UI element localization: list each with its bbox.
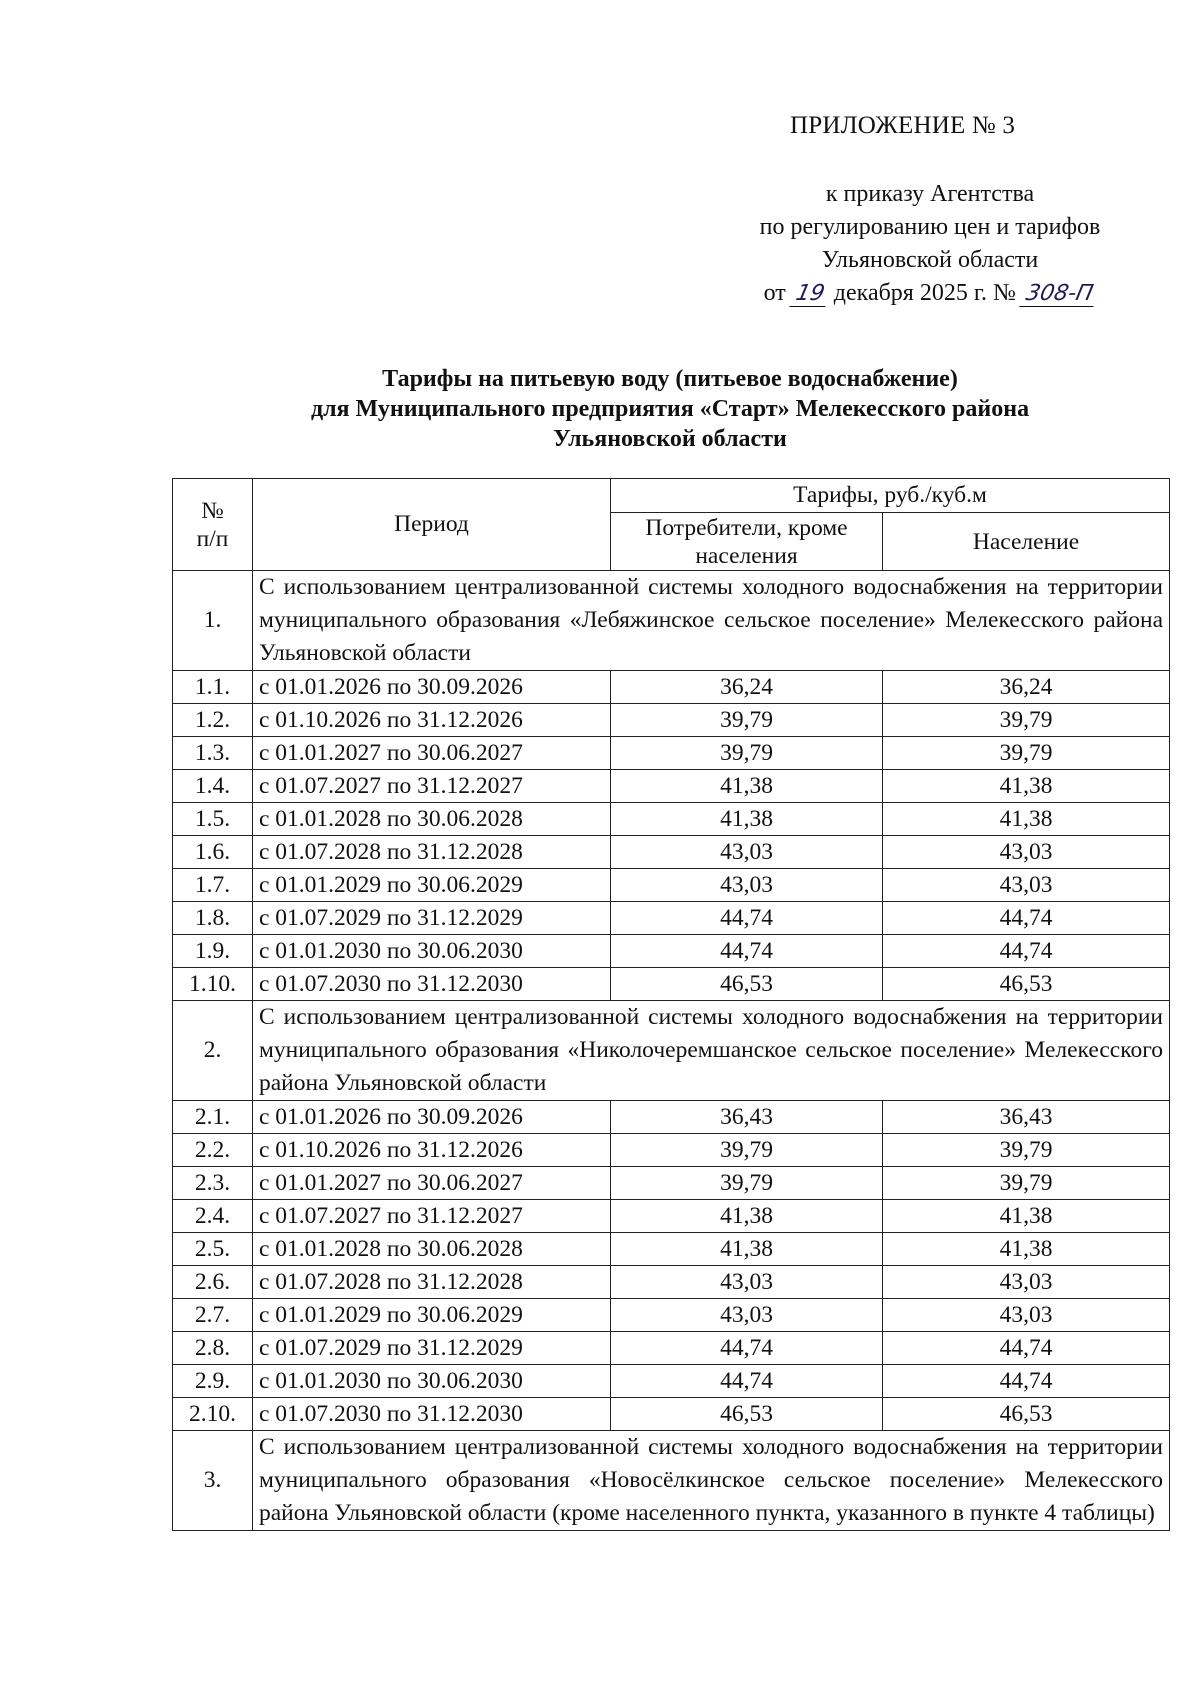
row-period: с 01.07.2029 по 31.12.2029: [253, 1332, 611, 1365]
row-period: с 01.01.2027 по 30.06.2027: [253, 1167, 611, 1200]
row-number: 1.10.: [173, 968, 253, 1001]
row-period: с 01.01.2029 по 30.06.2029: [253, 869, 611, 902]
row-consumers-tariff: 44,74: [611, 935, 883, 968]
table-row: [173, 836, 1170, 869]
header-number-line-1: №: [201, 497, 224, 524]
section-row: [173, 1431, 1170, 1531]
row-population-tariff: 39,79: [883, 704, 1170, 737]
row-number: 2.2.: [173, 1134, 253, 1167]
row-consumers-tariff: 43,03: [611, 1299, 883, 1332]
table-row: [173, 737, 1170, 770]
row-consumers-tariff: 44,74: [611, 1332, 883, 1365]
order-ref-line-1: к приказу Агентства: [825, 181, 1035, 207]
order-date-line: [720, 277, 1140, 310]
row-period: с 01.07.2030 по 31.12.2030: [253, 1398, 611, 1431]
table-row: [173, 968, 1170, 1001]
section-row: [173, 1001, 1170, 1101]
row-population-tariff: 41,38: [883, 1233, 1170, 1266]
title-line-3: Ульяновской области: [553, 426, 787, 452]
table-row: [173, 671, 1170, 704]
row-period: с 01.01.2026 по 30.09.2026: [253, 671, 611, 704]
row-consumers-tariff: 44,74: [611, 902, 883, 935]
row-consumers-tariff: 41,38: [611, 803, 883, 836]
row-consumers-tariff: 43,03: [611, 836, 883, 869]
row-period: с 01.01.2028 по 30.06.2028: [253, 1233, 611, 1266]
row-period: с 01.01.2026 по 30.09.2026: [253, 1101, 611, 1134]
row-population-tariff: 44,74: [883, 1332, 1170, 1365]
order-ref-line-3: Ульяновской области: [821, 247, 1039, 273]
row-consumers-tariff: 39,79: [611, 737, 883, 770]
row-population-tariff: 43,03: [883, 869, 1170, 902]
order-date-prefix: от: [763, 280, 786, 306]
row-consumers-tariff: 41,38: [611, 770, 883, 803]
handwritten-order-number: 308-П: [1019, 282, 1099, 307]
row-period: с 01.07.2027 по 31.12.2027: [253, 770, 611, 803]
row-number: 1.6.: [173, 836, 253, 869]
row-number: 2.8.: [173, 1332, 253, 1365]
row-period: с 01.07.2028 по 31.12.2028: [253, 1266, 611, 1299]
table-row: [173, 1365, 1170, 1398]
header-tariffs: Тарифы, руб./куб.м: [611, 479, 1170, 513]
row-population-tariff: 36,24: [883, 671, 1170, 704]
row-consumers-tariff: 46,53: [611, 1398, 883, 1431]
section-description: С использованием централизованной системы холодного водоснабжения на территории муниципального образования «Новосёлкинское сельское поселение» Мелекесского района Ульяновской области (кроме населенного пункта, указанного в пункте 4 таблицы): [259, 1434, 1164, 1526]
row-number: 2.3.: [173, 1167, 253, 1200]
header-number-line-2: п/п: [196, 525, 229, 552]
section-cell: [253, 1431, 1170, 1531]
order-date-middle: декабря 2025 г. №: [833, 280, 1016, 306]
row-period: с 01.01.2030 по 30.06.2030: [253, 1365, 611, 1398]
table-row: [173, 869, 1170, 902]
table-row: [173, 1233, 1170, 1266]
section-number: 2.: [173, 1001, 253, 1101]
row-consumers-tariff: 43,03: [611, 1266, 883, 1299]
row-number: 1.4.: [173, 770, 253, 803]
handwritten-day: 19: [789, 282, 830, 307]
row-period: с 01.07.2028 по 31.12.2028: [253, 836, 611, 869]
row-consumers-tariff: 46,53: [611, 968, 883, 1001]
row-number: 1.8.: [173, 902, 253, 935]
row-number: 1.9.: [173, 935, 253, 968]
section-description: С использованием централизованной системы холодного водоснабжения на территории муниципального образования «Николочеремшанское сельское поселение» Мелекесского района Ульяновской области: [259, 1004, 1164, 1096]
table-row: [173, 1398, 1170, 1431]
header-period: Период: [253, 479, 611, 571]
row-number: 2.7.: [173, 1299, 253, 1332]
row-consumers-tariff: 39,79: [611, 1134, 883, 1167]
section-row: [173, 571, 1170, 671]
row-number: 2.6.: [173, 1266, 253, 1299]
row-number: 2.9.: [173, 1365, 253, 1398]
table-row: [173, 1266, 1170, 1299]
row-number: 1.1.: [173, 671, 253, 704]
order-reference: [720, 178, 1140, 310]
row-population-tariff: 46,53: [883, 968, 1170, 1001]
row-population-tariff: 43,03: [883, 1299, 1170, 1332]
row-population-tariff: 43,03: [883, 836, 1170, 869]
table-row: [173, 770, 1170, 803]
order-ref-line-2: по регулированию цен и тарифов: [759, 214, 1101, 240]
row-population-tariff: 39,79: [883, 1134, 1170, 1167]
row-population-tariff: 39,79: [883, 737, 1170, 770]
row-population-tariff: 39,79: [883, 1167, 1170, 1200]
table-row: [173, 1332, 1170, 1365]
row-period: с 01.01.2028 по 30.06.2028: [253, 803, 611, 836]
row-consumers-tariff: 41,38: [611, 1200, 883, 1233]
row-consumers-tariff: 36,43: [611, 1101, 883, 1134]
row-number: 1.5.: [173, 803, 253, 836]
row-consumers-tariff: 44,74: [611, 1365, 883, 1398]
row-consumers-tariff: 43,03: [611, 869, 883, 902]
table-row: [173, 704, 1170, 737]
row-period: с 01.10.2026 по 31.12.2026: [253, 1134, 611, 1167]
row-period: с 01.07.2030 по 31.12.2030: [253, 968, 611, 1001]
document-title: [150, 364, 1190, 454]
header-consumers: Потребители, кроме населения: [611, 513, 883, 571]
section-number: 3.: [173, 1431, 253, 1531]
table-row: [173, 1167, 1170, 1200]
row-number: 2.1.: [173, 1101, 253, 1134]
tariff-table: [172, 478, 1170, 1531]
row-number: 1.3.: [173, 737, 253, 770]
header-number: [173, 479, 253, 571]
table-row: [173, 935, 1170, 968]
table-row: [173, 1101, 1170, 1134]
table-row: [173, 803, 1170, 836]
row-population-tariff: 44,74: [883, 935, 1170, 968]
row-population-tariff: 46,53: [883, 1398, 1170, 1431]
table-row: [173, 1299, 1170, 1332]
row-period: с 01.07.2029 по 31.12.2029: [253, 902, 611, 935]
row-population-tariff: 36,43: [883, 1101, 1170, 1134]
row-period: с 01.01.2030 по 30.06.2030: [253, 935, 611, 968]
title-line-2: для Муниципального предприятия «Старт» Мелекесского района: [310, 396, 1030, 422]
appendix-title: ПРИЛОЖЕНИЕ № 3: [790, 112, 1016, 139]
row-number: 2.5.: [173, 1233, 253, 1266]
row-population-tariff: 44,74: [883, 1365, 1170, 1398]
row-population-tariff: 41,38: [883, 1200, 1170, 1233]
section-description: С использованием централизованной системы холодного водоснабжения на территории муниципального образования «Лебяжинское сельское поселение» Мелекесского района Ульяновской области: [259, 574, 1164, 666]
row-number: 1.7.: [173, 869, 253, 902]
row-number: 1.2.: [173, 704, 253, 737]
row-consumers-tariff: 39,79: [611, 704, 883, 737]
row-consumers-tariff: 36,24: [611, 671, 883, 704]
table-row: [173, 902, 1170, 935]
row-period: с 01.10.2026 по 31.12.2026: [253, 704, 611, 737]
table-row: [173, 1200, 1170, 1233]
title-line-1: Тарифы на питьевую воду (питьевое водоснабжение): [382, 366, 958, 392]
row-number: 2.10.: [173, 1398, 253, 1431]
section-cell: [253, 1001, 1170, 1101]
row-consumers-tariff: 41,38: [611, 1233, 883, 1266]
row-number: 2.4.: [173, 1200, 253, 1233]
row-period: с 01.01.2027 по 30.06.2027: [253, 737, 611, 770]
row-population-tariff: 41,38: [883, 803, 1170, 836]
row-population-tariff: 41,38: [883, 770, 1170, 803]
row-consumers-tariff: 39,79: [611, 1167, 883, 1200]
row-population-tariff: 43,03: [883, 1266, 1170, 1299]
table-row: [173, 1134, 1170, 1167]
header-population: Население: [883, 513, 1170, 571]
section-cell: [253, 571, 1170, 671]
section-number: 1.: [173, 571, 253, 671]
row-population-tariff: 44,74: [883, 902, 1170, 935]
row-period: с 01.07.2027 по 31.12.2027: [253, 1200, 611, 1233]
row-period: с 01.01.2029 по 30.06.2029: [253, 1299, 611, 1332]
tariff-table-body: [173, 571, 1170, 1531]
